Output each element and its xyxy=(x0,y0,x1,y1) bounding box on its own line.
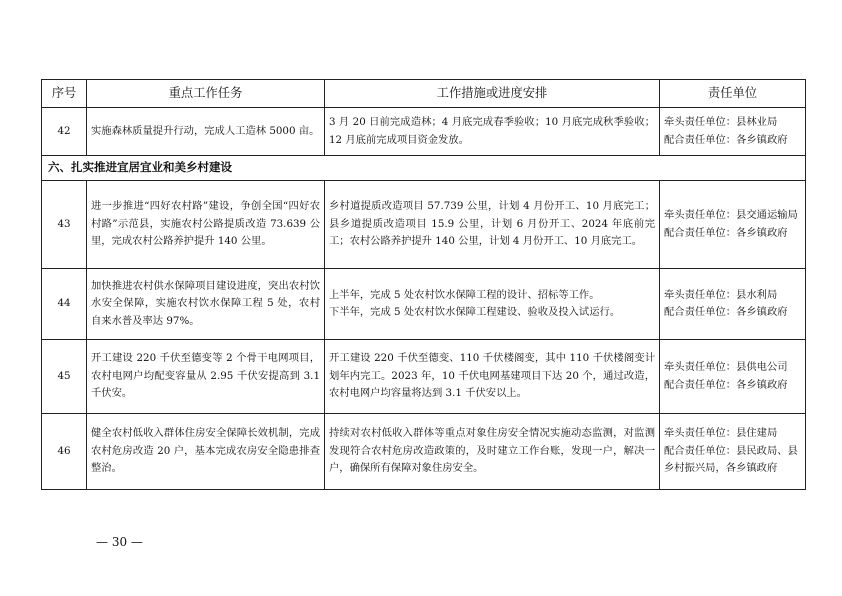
row-measure: 乡村道提质改造项目 57.739 公里，计划 4 月份开工、10 月底完工；县乡道提质改造项目 15.9 公里，计划 6 月份开工、2024 年底前完工；农村公路养护提升 140 公里，计划 4 月份开工、10 月底完工。 xyxy=(325,181,660,269)
row-number: 43 xyxy=(42,181,87,269)
coop-unit: 配合责任单位：各乡镇政府 xyxy=(664,378,788,391)
lead-unit: 牵头责任单位：县交通运输局 xyxy=(664,209,798,221)
row-number: 44 xyxy=(42,269,87,340)
header-number: 序号 xyxy=(42,80,87,108)
table-row xyxy=(42,269,806,340)
coop-unit: 配合责任单位：各乡镇政府 xyxy=(664,133,788,146)
row-number: 46 xyxy=(42,414,87,490)
section-row xyxy=(42,156,806,181)
measure-line: 下半年，完成 5 处农村饮水保障工程建设、验收及投入试运行。 xyxy=(329,306,621,318)
lead-unit: 牵头责任单位：县林业局 xyxy=(664,116,778,128)
header-task: 重点工作任务 xyxy=(87,80,325,108)
lead-unit: 牵头责任单位：县供电公司 xyxy=(664,361,788,373)
row-number: 45 xyxy=(42,340,87,414)
row-task: 进一步推进“四好农村路”建设，争创全国“四好农村路”示范县，实施农村公路提质改造 73.639 公里，完成农村公路养护提升 140 公里。 xyxy=(87,181,325,269)
table-row xyxy=(42,108,806,156)
header-responsible: 责任单位 xyxy=(660,80,806,108)
header-measure: 工作措施或进度安排 xyxy=(325,80,660,108)
row-measure: 开工建设 220 千伏至德变、110 千伏楼阁变，其中 110 千伏楼阁变计划年内完工。2023 年，10 千伏电网基建项目下达 20 个，通过改造，农村电网户均容量将达到 3.1 千伏安以上。 xyxy=(325,340,660,414)
row-responsible xyxy=(660,181,806,269)
row-responsible xyxy=(660,414,806,490)
row-measure: 持续对农村低收入群体等重点对象住房安全情况实施动态监测，对监测发现符合农村危房改造政策的，及时建立工作台账，发现一户，解决一户，确保所有保障对象住房安全。 xyxy=(325,414,660,490)
table-header-row xyxy=(42,80,806,108)
row-task: 实施森林质量提升行动，完成人工造林 5000 亩。 xyxy=(87,108,325,156)
row-number: 42 xyxy=(42,108,87,156)
work-plan-table xyxy=(41,79,806,490)
page-number: — 30 — xyxy=(96,535,143,549)
row-responsible xyxy=(660,340,806,414)
table-row xyxy=(42,340,806,414)
row-task: 加快推进农村供水保障项目建设进度，突出农村饮水安全保障，实施农村饮水保障工程 5 处，农村自来水普及率达 97%。 xyxy=(87,269,325,340)
section-title: 六、扎实推进宜居宜业和美乡村建设 xyxy=(42,156,806,181)
coop-unit: 配合责任单位：各乡镇政府 xyxy=(664,306,788,318)
table-row xyxy=(42,414,806,490)
measure-line: 上半年，完成 5 处农村饮水保障工程的设计、招标等工作。 xyxy=(329,288,600,301)
row-task: 开工建设 220 千伏至德变等 2 个骨干电网项目，农村电网户均配变容量从 2.95 千伏安提高到 3.1 千伏安。 xyxy=(87,340,325,414)
lead-unit: 牵头责任单位：县住建局 xyxy=(664,427,778,440)
row-responsible xyxy=(660,269,806,340)
row-responsible xyxy=(660,108,806,156)
table-row xyxy=(42,181,806,269)
row-measure: 3 月 20 日前完成造林；4 月底完成春季验收；10 月底完成秋季验收；12 月底前完成项目资金发放。 xyxy=(325,108,660,156)
lead-unit: 牵头责任单位：县水利局 xyxy=(664,288,778,301)
coop-unit: 配合责任单位：县民政局、县乡村振兴局，各乡镇政府 xyxy=(664,444,798,475)
row-measure xyxy=(325,269,660,340)
coop-unit: 配合责任单位：各乡镇政府 xyxy=(664,226,788,239)
row-task: 健全农村低收入群体住房安全保障长效机制，完成农村危房改造 20 户，基本完成农房安全隐患排查整治。 xyxy=(87,414,325,490)
